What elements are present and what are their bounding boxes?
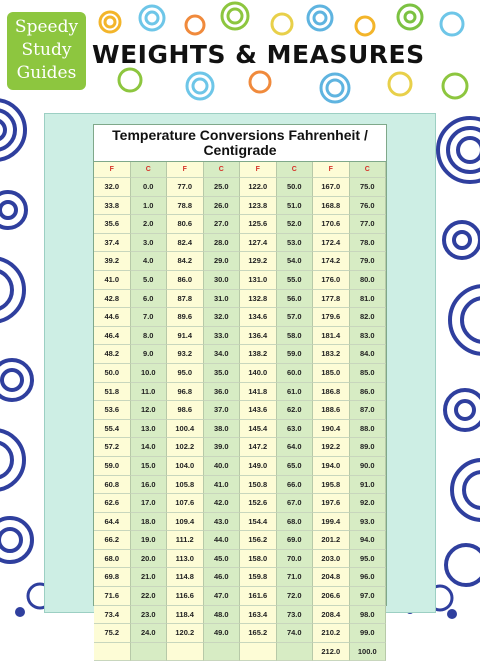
table-title-line-2: Centigrade [203,142,277,158]
fahrenheit-cell: 41.0 [94,271,131,290]
centigrade-cell: 61.0 [277,383,314,402]
centigrade-cell: 49.0 [204,624,241,643]
fahrenheit-cell: 156.2 [240,531,277,550]
fahrenheit-cell: 127.4 [240,234,277,253]
centigrade-cell: 12.0 [131,401,168,420]
centigrade-cell [204,643,241,661]
fahrenheit-cell: 168.8 [313,197,350,216]
centigrade-cell: 41.0 [204,476,241,495]
fahrenheit-cell [167,643,204,661]
fahrenheit-cell: 51.8 [94,383,131,402]
fahrenheit-cell: 35.6 [94,215,131,234]
fahrenheit-cell: 138.2 [240,345,277,364]
fahrenheit-cell: 158.0 [240,550,277,569]
fahrenheit-cell: 39.2 [94,252,131,271]
fahrenheit-cell: 60.8 [94,476,131,495]
centigrade-cell: 40.0 [204,457,241,476]
fahrenheit-cell: 84.2 [167,252,204,271]
centigrade-cell: 3.0 [131,234,168,253]
page-title: WEIGHTS & MEASURES [92,40,425,69]
centigrade-cell: 75.0 [350,178,387,197]
centigrade-cell: 8.0 [131,327,168,346]
centigrade-cell: 19.0 [131,531,168,550]
centigrade-cell: 71.0 [277,568,314,587]
fahrenheit-cell: 183.2 [313,345,350,364]
fahrenheit-cell: 104.0 [167,457,204,476]
fahrenheit-cell: 131.0 [240,271,277,290]
fahrenheit-cell: 140.0 [240,364,277,383]
fahrenheit-cell: 210.2 [313,624,350,643]
fahrenheit-cell: 199.4 [313,513,350,532]
centigrade-cell: 14.0 [131,438,168,457]
fahrenheit-cell: 197.6 [313,494,350,513]
centigrade-cell: 20.0 [131,550,168,569]
centigrade-cell: 70.0 [277,550,314,569]
centigrade-cell: 98.0 [350,606,387,625]
fahrenheit-cell: 167.0 [313,178,350,197]
centigrade-cell: 18.0 [131,513,168,532]
centigrade-cell [277,643,314,661]
fahrenheit-cell: 120.2 [167,624,204,643]
fahrenheit-cell: 75.2 [94,624,131,643]
centigrade-cell: 0.0 [131,178,168,197]
fahrenheit-cell: 109.4 [167,513,204,532]
fahrenheit-cell: 201.2 [313,531,350,550]
fahrenheit-cell: 93.2 [167,345,204,364]
fahrenheit-cell: 53.6 [94,401,131,420]
centigrade-cell: 58.0 [277,327,314,346]
fahrenheit-cell: 172.4 [313,234,350,253]
centigrade-cell: 74.0 [277,624,314,643]
fahrenheit-cell: 66.2 [94,531,131,550]
fahrenheit-cell: 82.4 [167,234,204,253]
fahrenheit-cell: 170.6 [313,215,350,234]
fahrenheit-cell: 212.0 [313,643,350,661]
centigrade-cell: 89.0 [350,438,387,457]
centigrade-cell: 80.0 [350,271,387,290]
centigrade-cell: 66.0 [277,476,314,495]
fahrenheit-cell: 69.8 [94,568,131,587]
centigrade-cell: 2.0 [131,215,168,234]
fahrenheit-cell: 154.4 [240,513,277,532]
centigrade-cell: 43.0 [204,513,241,532]
fahrenheit-cell: 100.4 [167,420,204,439]
fahrenheit-cell: 125.6 [240,215,277,234]
content-panel [44,113,436,656]
centigrade-cell: 69.0 [277,531,314,550]
fahrenheit-cell: 87.8 [167,290,204,309]
fahrenheit-cell: 194.0 [313,457,350,476]
fahrenheit-cell: 114.8 [167,568,204,587]
fahrenheit-cell: 134.6 [240,308,277,327]
fahrenheit-cell: 203.0 [313,550,350,569]
centigrade-cell: 54.0 [277,252,314,271]
centigrade-cell: 37.0 [204,401,241,420]
fahrenheit-cell: 190.4 [313,420,350,439]
centigrade-cell: 11.0 [131,383,168,402]
centigrade-cell: 35.0 [204,364,241,383]
fahrenheit-cell: 145.4 [240,420,277,439]
fahrenheit-cell: 181.4 [313,327,350,346]
centigrade-cell: 90.0 [350,457,387,476]
table-grid [94,162,386,661]
centigrade-cell: 30.0 [204,271,241,290]
centigrade-cell: 68.0 [277,513,314,532]
centigrade-cell: 36.0 [204,383,241,402]
fahrenheit-cell: 163.4 [240,606,277,625]
fahrenheit-cell: 62.6 [94,494,131,513]
column-header: F [240,162,277,178]
centigrade-cell: 29.0 [204,252,241,271]
fahrenheit-cell: 59.0 [94,457,131,476]
centigrade-cell: 92.0 [350,494,387,513]
centigrade-cell: 24.0 [131,624,168,643]
centigrade-cell: 6.0 [131,290,168,309]
centigrade-cell: 96.0 [350,568,387,587]
fahrenheit-cell: 143.6 [240,401,277,420]
column-header: C [277,162,314,178]
centigrade-cell: 84.0 [350,345,387,364]
centigrade-cell: 77.0 [350,215,387,234]
fahrenheit-cell: 192.2 [313,438,350,457]
column-header: F [94,162,131,178]
fahrenheit-cell: 118.4 [167,606,204,625]
fahrenheit-cell: 78.8 [167,197,204,216]
fahrenheit-cell [240,643,277,661]
fahrenheit-cell: 42.8 [94,290,131,309]
centigrade-cell: 10.0 [131,364,168,383]
fahrenheit-cell: 177.8 [313,290,350,309]
column-header: C [204,162,241,178]
brand-line-3: Guides [16,63,77,83]
fahrenheit-cell: 48.2 [94,345,131,364]
fahrenheit-cell: 149.0 [240,457,277,476]
centigrade-cell: 32.0 [204,308,241,327]
fahrenheit-cell: 159.8 [240,568,277,587]
fahrenheit-cell: 174.2 [313,252,350,271]
fahrenheit-cell: 165.2 [240,624,277,643]
centigrade-cell: 82.0 [350,308,387,327]
fahrenheit-cell: 80.6 [167,215,204,234]
centigrade-cell: 52.0 [277,215,314,234]
fahrenheit-cell: 176.0 [313,271,350,290]
centigrade-cell: 51.0 [277,197,314,216]
fahrenheit-cell: 95.0 [167,364,204,383]
centigrade-cell: 76.0 [350,197,387,216]
centigrade-cell: 22.0 [131,587,168,606]
centigrade-cell: 53.0 [277,234,314,253]
centigrade-cell: 97.0 [350,587,387,606]
fahrenheit-cell: 204.8 [313,568,350,587]
centigrade-cell: 23.0 [131,606,168,625]
fahrenheit-cell: 55.4 [94,420,131,439]
fahrenheit-cell: 50.0 [94,364,131,383]
centigrade-cell: 100.0 [350,643,387,661]
fahrenheit-cell: 188.6 [313,401,350,420]
centigrade-cell: 15.0 [131,457,168,476]
centigrade-cell: 91.0 [350,476,387,495]
fahrenheit-cell: 161.6 [240,587,277,606]
column-header: F [313,162,350,178]
centigrade-cell: 42.0 [204,494,241,513]
centigrade-cell: 45.0 [204,550,241,569]
fahrenheit-cell: 86.0 [167,271,204,290]
fahrenheit-cell [94,643,131,661]
conversion-table [93,124,387,656]
fahrenheit-cell: 68.0 [94,550,131,569]
centigrade-cell: 88.0 [350,420,387,439]
fahrenheit-cell: 64.4 [94,513,131,532]
centigrade-cell: 94.0 [350,531,387,550]
centigrade-cell: 56.0 [277,290,314,309]
fahrenheit-cell: 37.4 [94,234,131,253]
centigrade-cell: 62.0 [277,401,314,420]
centigrade-cell: 93.0 [350,513,387,532]
fahrenheit-cell: 89.6 [167,308,204,327]
fahrenheit-cell: 105.8 [167,476,204,495]
table-title [94,125,386,162]
fahrenheit-cell: 102.2 [167,438,204,457]
fahrenheit-cell: 44.6 [94,308,131,327]
fahrenheit-cell: 132.8 [240,290,277,309]
centigrade-cell: 31.0 [204,290,241,309]
centigrade-cell: 65.0 [277,457,314,476]
brand-line-1: Speedy [14,17,79,37]
centigrade-cell: 5.0 [131,271,168,290]
brand-logo [7,12,86,90]
centigrade-cell: 39.0 [204,438,241,457]
centigrade-cell: 4.0 [131,252,168,271]
centigrade-cell: 59.0 [277,345,314,364]
centigrade-cell: 73.0 [277,606,314,625]
centigrade-cell: 16.0 [131,476,168,495]
centigrade-cell: 1.0 [131,197,168,216]
centigrade-cell: 85.0 [350,364,387,383]
brand-line-2: Study [21,40,72,60]
fahrenheit-cell: 77.0 [167,178,204,197]
centigrade-cell: 7.0 [131,308,168,327]
centigrade-cell: 72.0 [277,587,314,606]
fahrenheit-cell: 152.6 [240,494,277,513]
table-title-line-1: Temperature Conversions Fahrenheit / [112,127,368,143]
column-header: C [131,162,168,178]
centigrade-cell: 95.0 [350,550,387,569]
centigrade-cell: 87.0 [350,401,387,420]
fahrenheit-cell: 32.0 [94,178,131,197]
fahrenheit-cell: 206.6 [313,587,350,606]
fahrenheit-cell: 186.8 [313,383,350,402]
centigrade-cell: 9.0 [131,345,168,364]
centigrade-cell: 63.0 [277,420,314,439]
fahrenheit-cell: 195.8 [313,476,350,495]
fahrenheit-cell: 208.4 [313,606,350,625]
centigrade-cell: 67.0 [277,494,314,513]
centigrade-cell: 27.0 [204,215,241,234]
fahrenheit-cell: 150.8 [240,476,277,495]
centigrade-cell: 44.0 [204,531,241,550]
fahrenheit-cell: 179.6 [313,308,350,327]
fahrenheit-cell: 91.4 [167,327,204,346]
fahrenheit-cell: 136.4 [240,327,277,346]
centigrade-cell: 99.0 [350,624,387,643]
centigrade-cell: 38.0 [204,420,241,439]
centigrade-cell: 79.0 [350,252,387,271]
centigrade-cell: 13.0 [131,420,168,439]
centigrade-cell: 86.0 [350,383,387,402]
fahrenheit-cell: 113.0 [167,550,204,569]
centigrade-cell: 55.0 [277,271,314,290]
centigrade-cell: 17.0 [131,494,168,513]
centigrade-cell: 33.0 [204,327,241,346]
centigrade-cell: 26.0 [204,197,241,216]
centigrade-cell: 60.0 [277,364,314,383]
centigrade-cell: 46.0 [204,568,241,587]
fahrenheit-cell: 147.2 [240,438,277,457]
centigrade-cell: 50.0 [277,178,314,197]
fahrenheit-cell: 122.0 [240,178,277,197]
centigrade-cell: 28.0 [204,234,241,253]
fahrenheit-cell: 46.4 [94,327,131,346]
fahrenheit-cell: 141.8 [240,383,277,402]
centigrade-cell: 34.0 [204,345,241,364]
centigrade-cell: 57.0 [277,308,314,327]
fahrenheit-cell: 98.6 [167,401,204,420]
column-header: C [350,162,387,178]
fahrenheit-cell: 57.2 [94,438,131,457]
centigrade-cell [131,643,168,661]
centigrade-cell: 78.0 [350,234,387,253]
centigrade-cell: 48.0 [204,606,241,625]
fahrenheit-cell: 71.6 [94,587,131,606]
fahrenheit-cell: 123.8 [240,197,277,216]
fahrenheit-cell: 33.8 [94,197,131,216]
centigrade-cell: 47.0 [204,587,241,606]
fahrenheit-cell: 107.6 [167,494,204,513]
centigrade-cell: 25.0 [204,178,241,197]
column-header: F [167,162,204,178]
fahrenheit-cell: 116.6 [167,587,204,606]
centigrade-cell: 81.0 [350,290,387,309]
centigrade-cell: 64.0 [277,438,314,457]
fahrenheit-cell: 73.4 [94,606,131,625]
fahrenheit-cell: 129.2 [240,252,277,271]
fahrenheit-cell: 96.8 [167,383,204,402]
centigrade-cell: 83.0 [350,327,387,346]
centigrade-cell: 21.0 [131,568,168,587]
fahrenheit-cell: 185.0 [313,364,350,383]
fahrenheit-cell: 111.2 [167,531,204,550]
